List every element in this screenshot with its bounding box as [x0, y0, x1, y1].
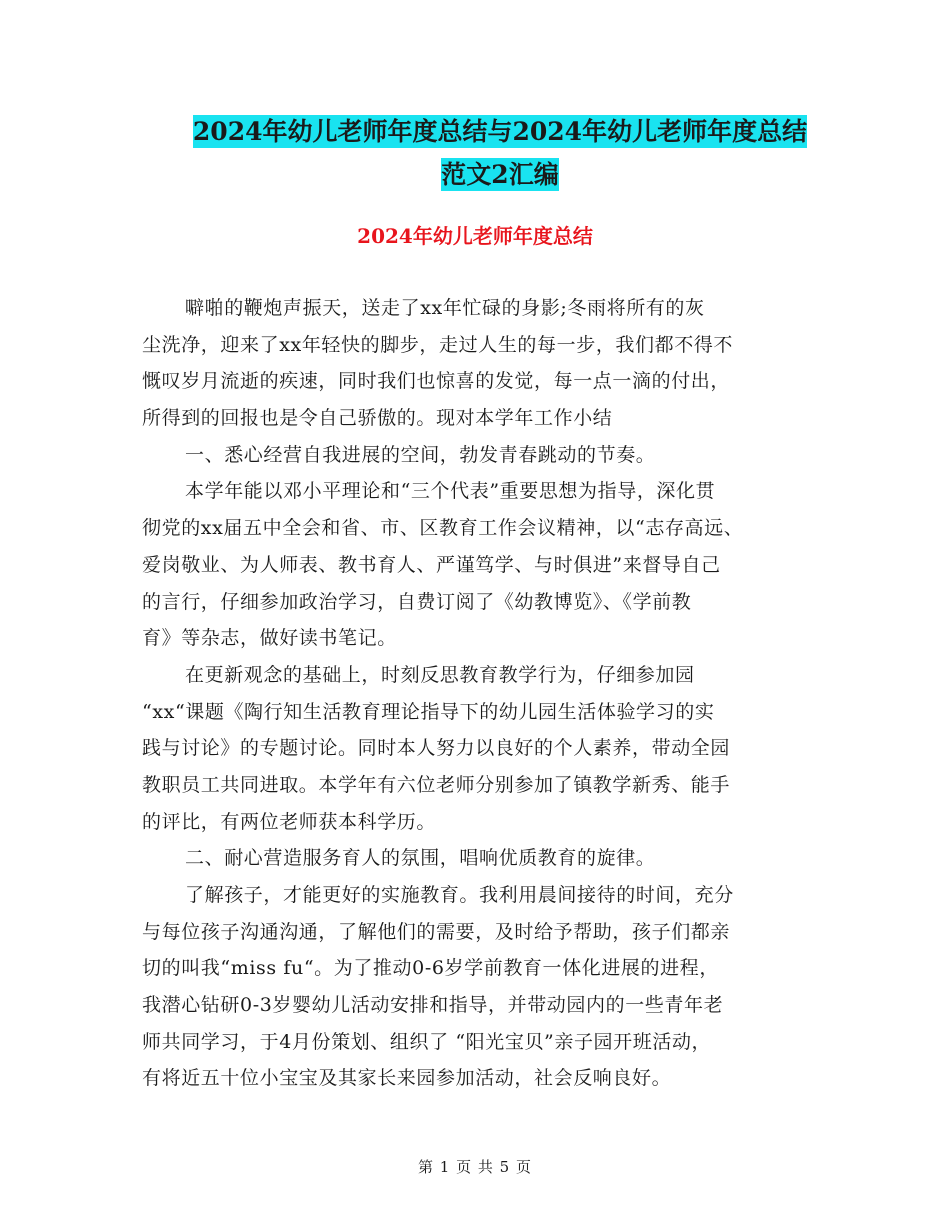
text-line: 所得到的回报也是令自己骄傲的。现对本学年工作小结: [142, 407, 613, 430]
text-line: 育》等杂志，做好读书笔记。: [142, 627, 397, 650]
document-title-line-2: [100, 153, 900, 197]
text-line: 的评比，有两位老师获本科学历。: [142, 810, 437, 833]
text-line: 我潜心钻研0-3岁婴幼儿活动安排和指导，并带动园内的一些青年老: [142, 994, 724, 1017]
text-line: 教职员工共同进取。本学年有六位老师分别参加了镇教学新秀、能手: [142, 773, 731, 796]
text-line: 本学年能以邓小平理论和“三个代表”重要思想为指导，深化贯: [185, 480, 716, 503]
text-line: 与每位孩子沟通沟通，了解他们的需要，及时给予帮助，孩子们都亲: [142, 920, 731, 943]
section-title: 2024年幼儿老师年度总结: [357, 224, 593, 248]
title-highlight-1: 2024年幼儿老师年度总结与2024年幼儿老师年度总结: [192, 117, 808, 146]
text-line: “xx“课题《陶行知生活教育理论指导下的幼儿园生活体验学习的实: [142, 700, 715, 723]
text-line: 切的叫我“miss fu“。为了推动0-6岁学前教育一体化进展的进程，: [142, 957, 719, 980]
text-line: 慨叹岁月流逝的疾速，同时我们也惊喜的发觉，每一点一滴的付出，: [142, 370, 731, 393]
text-line: 有将近五十位小宝宝及其家长来园参加活动，社会反响良好。: [142, 1067, 672, 1090]
text-line: 在更新观念的基础上，时刻反思教育教学行为，仔细参加园: [185, 663, 695, 686]
text-line: 彻党的xx届五中全会和省、市、区教育工作会议精神，以“志存高远、: [142, 517, 744, 540]
text-line: 爱岗敬业、为人师表、教书育人、严谨笃学、与时俱进”来督导自己: [142, 553, 721, 576]
heading-line-2: 二、耐心营造服务育人的氛围，唱响优质教育的旋律。: [185, 847, 656, 870]
text-line: 践与讨论》的专题讨论。同时本人努力以良好的个人素养，带动全园: [142, 737, 731, 760]
page-footer: 第 1 页 共 5 页: [418, 1158, 532, 1176]
text-line: 的言行，仔细参加政治学习，自费订阅了《幼教博览》、《学前教: [142, 590, 692, 613]
text-line: 尘洗净，迎来了xx年轻快的脚步，走过人生的每一步，我们都不得不: [142, 333, 734, 356]
heading-line-1: 一、悉心经营自我进展的空间，勃发青春跳动的节奏。: [185, 443, 656, 466]
title-highlight-2: 范文2汇编: [441, 160, 559, 189]
text-line: 噼啪的鞭炮声振天，送走了xx年忙碌的身影;冬雨将所有的灰: [185, 297, 705, 319]
body-text: [142, 290, 822, 1097]
text-line: 了解孩子，才能更好的实施教育。我利用晨间接待的时间，充分: [185, 884, 734, 906]
document-title-line-1: [100, 110, 900, 154]
text-line: 师共同学习，于4月份策划、组织了 “阳光宝贝”亲子园开班活动，: [142, 1030, 712, 1053]
